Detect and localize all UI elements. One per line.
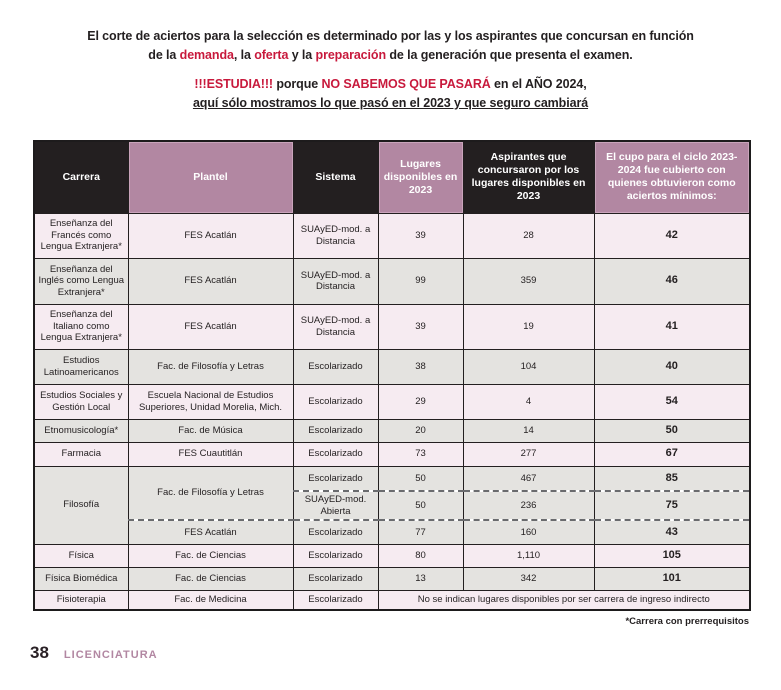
cell-aspirantes: 104: [463, 349, 594, 384]
cell-plantel: FES Cuautitlán: [128, 442, 293, 466]
cell-sistema: Escolarizado: [293, 384, 378, 419]
cell-plantel: Fac. de Ciencias: [128, 544, 293, 567]
cell-lugares: 50: [378, 466, 463, 491]
intro-line1: El corte de aciertos para la selección es determinado por las y los aspirantes que concursan en función: [87, 29, 694, 43]
table-row: [34, 567, 750, 590]
cell-aspirantes: 14: [463, 419, 594, 442]
cell-aciertos: 105: [594, 544, 750, 567]
cell-carrera: Enseñanza del Inglés como Lengua Extranjera*: [34, 258, 128, 304]
intro-paragraph: [41, 27, 741, 113]
cell-carrera: Física: [34, 544, 128, 567]
section-label: LICENCIATURA: [63, 649, 158, 661]
table-row: [34, 213, 750, 258]
cell-sistema: Escolarizado: [293, 349, 378, 384]
cell-plantel: Fac. de Ciencias: [128, 567, 293, 590]
cell-plantel: FES Acatlán: [128, 213, 293, 258]
cell-lugares: 80: [378, 544, 463, 567]
cell-lugares: 73: [378, 442, 463, 466]
cell-sistema: SUAyED-mod. Abierta: [293, 491, 378, 520]
cell-aciertos: 40: [594, 349, 750, 384]
page-number: 38: [30, 643, 49, 662]
cell-aspirantes: 28: [463, 213, 594, 258]
table-row: [34, 419, 750, 442]
cell-aspirantes: 359: [463, 258, 594, 304]
cell-sistema: SUAyED-mod. a Distancia: [293, 213, 378, 258]
cell-plantel: Escuela Nacional de Estudios Superiores, Unidad Morelia, Mich.: [128, 384, 293, 419]
table-header-row: [34, 141, 750, 213]
cell-lugares: 38: [378, 349, 463, 384]
cell-carrera: Etnomusicología*: [34, 419, 128, 442]
cell-aciertos: 85: [594, 466, 750, 491]
cell-lugares: 29: [378, 384, 463, 419]
table-row: [34, 544, 750, 567]
header-cell-sistema: Sistema: [293, 141, 378, 213]
cell-carrera: Física Biomédica: [34, 567, 128, 590]
cell-plantel: Fac. de Música: [128, 419, 293, 442]
cell-carrera: Estudios Sociales y Gestión Local: [34, 384, 128, 419]
cell-sistema: Escolarizado: [293, 544, 378, 567]
intro-line2-mid2: y la: [288, 48, 316, 62]
cell-plantel: Fac. de Filosofía y Letras: [128, 349, 293, 384]
intro-line2-mid1: , la: [233, 48, 255, 62]
cell-sistema: Escolarizado: [293, 520, 378, 544]
table-row: [34, 349, 750, 384]
warning-paragraph: [41, 75, 741, 113]
cell-plantel: Fac. de Medicina: [128, 590, 293, 610]
cell-note: No se indican lugares disponibles por ser carrera de ingreso indirecto: [378, 590, 750, 610]
cell-plantel: FES Acatlán: [128, 520, 293, 544]
table-row: [34, 442, 750, 466]
intro-line2-post: de la generación que presenta el examen.: [385, 48, 633, 62]
cell-lugares: 20: [378, 419, 463, 442]
cell-sistema: Escolarizado: [293, 590, 378, 610]
table-footnote: *Carrera con prerrequisitos: [625, 616, 749, 627]
cell-carrera: Filosofía: [34, 466, 128, 544]
warning-ano: en el AÑO 2024,: [490, 77, 587, 91]
cell-carrera: Farmacia: [34, 442, 128, 466]
keyword-preparacion: preparación: [315, 48, 386, 62]
cell-aspirantes: 277: [463, 442, 594, 466]
warning-no-sabemos: NO SABEMOS QUE PASARÁ: [321, 77, 491, 91]
cell-aciertos: 67: [594, 442, 750, 466]
cell-aciertos: 43: [594, 520, 750, 544]
intro-line2: [41, 46, 741, 65]
cell-aciertos: 41: [594, 304, 750, 349]
table-row-filosofia-1: [34, 466, 750, 491]
cell-plantel: FES Acatlán: [128, 304, 293, 349]
table-row: [34, 258, 750, 304]
cell-sistema: Escolarizado: [293, 466, 378, 491]
table-row: [34, 304, 750, 349]
cell-aciertos: 75: [594, 491, 750, 520]
table-row-filosofia-3: [34, 520, 750, 544]
intro-line2-pre: de la: [148, 48, 180, 62]
cell-lugares: 50: [378, 491, 463, 520]
cell-plantel: Fac. de Filosofía y Letras: [128, 466, 293, 520]
cell-carrera: Enseñanza del Francés como Lengua Extranjera*: [34, 213, 128, 258]
warning-line2: aquí sólo mostramos lo que pasó en el 2023 y que seguro cambiará: [192, 96, 589, 110]
cell-sistema: Escolarizado: [293, 567, 378, 590]
cell-aciertos: 54: [594, 384, 750, 419]
cell-aspirantes: 4: [463, 384, 594, 419]
warning-line1: [41, 75, 741, 94]
table-row: [34, 384, 750, 419]
header-cell-aciertos: El cupo para el ciclo 2023-2024 fue cubierto con quienes obtuvieron como aciertos mínimos:: [594, 141, 750, 213]
cell-lugares: 39: [378, 213, 463, 258]
cell-carrera: Estudios Latinoamericanos: [34, 349, 128, 384]
cell-aspirantes: 236: [463, 491, 594, 520]
cell-lugares: 39: [378, 304, 463, 349]
cell-aspirantes: 342: [463, 567, 594, 590]
cell-aciertos: 42: [594, 213, 750, 258]
page-footer: [30, 643, 781, 663]
cell-lugares: 77: [378, 520, 463, 544]
cell-aspirantes: 467: [463, 466, 594, 491]
cell-sistema: Escolarizado: [293, 419, 378, 442]
cell-sistema: Escolarizado: [293, 442, 378, 466]
cell-sistema: SUAyED-mod. a Distancia: [293, 258, 378, 304]
header-cell-carrera: Carrera: [34, 141, 128, 213]
cell-aspirantes: 1,110: [463, 544, 594, 567]
results-table: [33, 140, 751, 611]
cell-aspirantes: 160: [463, 520, 594, 544]
table-row: [34, 590, 750, 610]
header-cell-aspirantes: Aspirantes que concursaron por los lugares disponibles en 2023: [463, 141, 594, 213]
cell-aciertos: 46: [594, 258, 750, 304]
keyword-oferta: oferta: [254, 48, 289, 62]
cell-plantel: FES Acatlán: [128, 258, 293, 304]
header-cell-lugares: Lugares disponibles en 2023: [378, 141, 463, 213]
cell-carrera: Enseñanza del Italiano como Lengua Extranjera*: [34, 304, 128, 349]
warning-estudia: !!!ESTUDIA!!!: [194, 77, 273, 91]
cell-lugares: 13: [378, 567, 463, 590]
cell-aciertos: 101: [594, 567, 750, 590]
cell-lugares: 99: [378, 258, 463, 304]
warning-porque: porque: [272, 77, 322, 91]
cell-carrera: Fisioterapia: [34, 590, 128, 610]
cell-aspirantes: 19: [463, 304, 594, 349]
cell-aciertos: 50: [594, 419, 750, 442]
keyword-demanda: demanda: [179, 48, 234, 62]
cell-sistema: SUAyED-mod. a Distancia: [293, 304, 378, 349]
header-cell-plantel: Plantel: [128, 141, 293, 213]
